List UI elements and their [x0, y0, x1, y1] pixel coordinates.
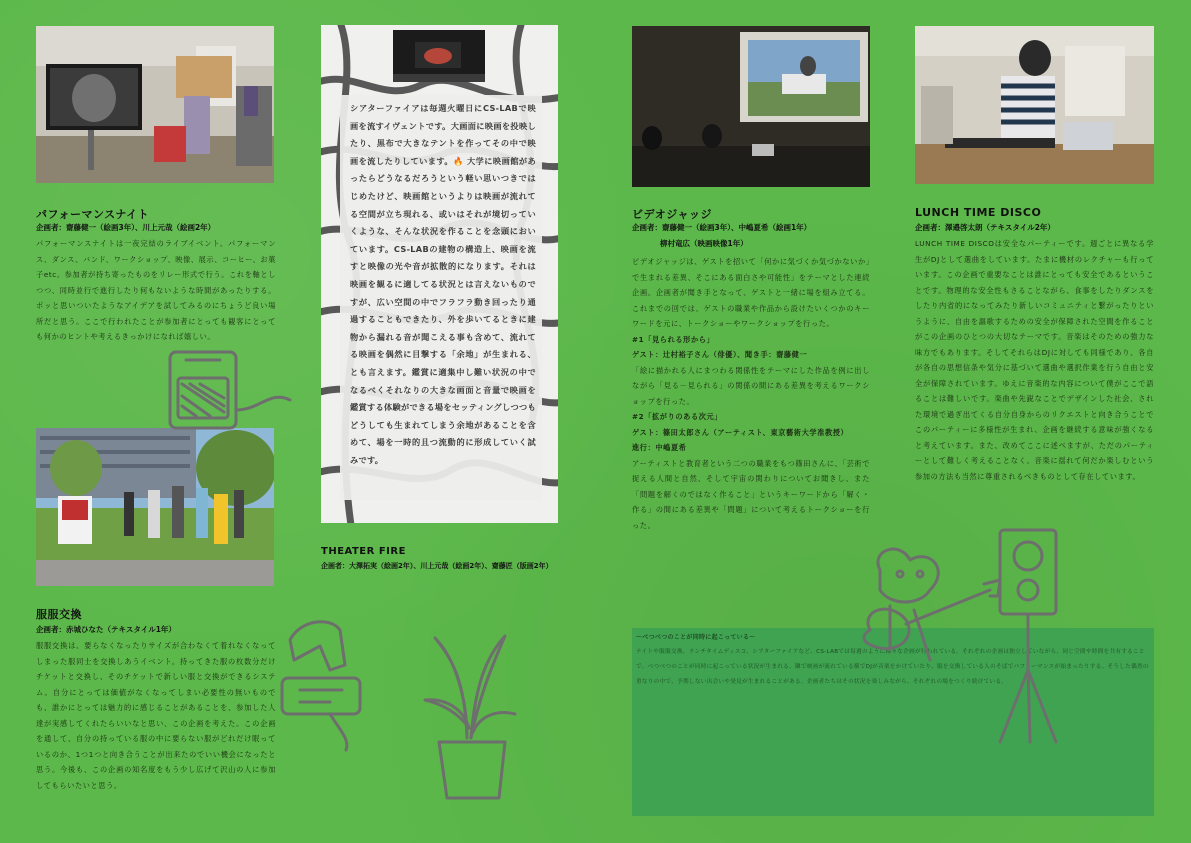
- clothes-photo: [36, 428, 274, 586]
- disco-title: LUNCH TIME DISCO: [915, 206, 1042, 219]
- video-title: ビデオジャッジ: [632, 208, 713, 221]
- performance-body: パフォーマンスナイトは一夜完結のライブイベント。パフォーマンス、ダンス、バンド、ワークショップ、映像、展示、コーヒー、お菓子etc。参加者が持ち寄ったものをリレー形式で行う。これを軸としつつ、同時並行で進行したり何もないような時間があったりする。ポッと思いついたようなアイデアを試してみるのにちょうど良い場所だと思う。ここで行われたことが参加者にとっても観客にとっても何かのヒントや考えるきっかけになれば嬉しい。: [36, 239, 276, 341]
- video-s2-guest: ゲスト：篠田太郎さん（アーティスト、東京藝術大学准教授）: [632, 427, 849, 437]
- performance-credit: 企画者：齋藤健一（絵画3年）、川上元哉（絵画2年）: [36, 223, 216, 232]
- radio-doodle-icon: [160, 340, 300, 440]
- note-body: ナイトや服服交換、ランチタイムディスコ、シアターファイアなど、CS-LABでは毎週のように様々な企画が行われている。それぞれの企画は独立していながら、同じ空間や時間を共有することで、べつべつのことが同時に起こっている状況が生まれる。隣で映画が流れている横でDJが音楽をかけていたり、服を交換している人のそばでパフォーマンスが始まったりする。そうした偶然の重なりの中で、予期しない出会いや発見が生まれることがある。企画者たちはその状況を楽しみながら、それぞれの場をつくり続けている。: [636, 649, 1149, 685]
- video-s1-body: 「絵に描かれる人にまつわる関係性をテーマにした作品を例に出しながら「見る－見られる」の関係の間にある差異を考えるワークショップを行った。: [632, 365, 870, 406]
- theater-body: シアターファイアは毎週火曜日にCS-LABで映画を流すイヴェントです。大画面に映画を投映したり、黒布で大きなテントを作ってその中で映画を流したりしています。🔥 大学に映画館があったらどうなるだろうという軽い思いつきではじめたけど、映画館というよりは映画が流れてる空間が立ち現れる、或いはそれが境切っていくような、そんな状況を作ることを念頭においています。CS-LABの建物の構造上、映画を流すと映像の光や音が拡散的になります。それは映画を観るに適してる状況とは言えないものですが、広い空間の中でフラフラ動き回ったり通過することもできたり、外を歩いてるときに建物から漏れる音が聞こえる事も含めて、流れてる映画を偶然に目撃する「余地」が生まれる、とも言えます。鑑賞に適集中し難い状況の中でなるべくそれなりの大きな画面と音量で映画を鑑賞する体験ができる場をセッティングしつつもどうしても生まれてしまう余地があることを含めて、場を一時的且つ流動的に形成していく試みです。: [350, 103, 536, 465]
- video-s1-head: #1「見られる形から」: [632, 334, 715, 344]
- video-s2-body: アーティストと教育者という二つの職業をもつ篠田さんに、「芸術で捉える人間と自然、そして宇宙の関わりについてお聞きし、また「問題を解くのではなく作ること」というキーワードから「解く・作る」の間にある差異や「問題」について考えるトークショーを行った。: [632, 458, 870, 530]
- video-s2-host: 進行：中嶋夏希: [632, 443, 687, 452]
- disco-photo: [915, 26, 1154, 184]
- guitar-player-doodle-icon: [850, 540, 1010, 680]
- plant-doodle-icon: [415, 618, 525, 803]
- theater-title: THEATER FIRE: [321, 546, 406, 557]
- video-credit-2: 柳村竜広（映画映像1年）: [660, 239, 748, 248]
- performance-title: パフォーマンスナイト: [36, 208, 150, 221]
- video-body: [632, 254, 870, 533]
- clothes-credit: 企画者：赤城ひなた（テキスタイル1年）: [36, 625, 176, 634]
- clothes-title: 服服交換: [36, 608, 82, 621]
- video-credit-1: 企画者：齋藤健一（絵画3年）、中嶋夏希（絵画1年）: [632, 223, 812, 232]
- theater-credit: 企画者：大澤拓実（絵画2年）、川上元哉（絵画2年）、齋藤匠（版画2年）: [321, 562, 553, 570]
- speaker-stand-doodle-icon: [990, 520, 1080, 750]
- theater-photo: [393, 30, 485, 82]
- clothes-body: 服服交換は、要らなくなったりサイズが合わなくて着れなくなってしまった服同士を交換しあうイベント。持ってきた服の枚数分だけチケットと交換し、そのチケットで新しい服と交換ができるシステム。自分にとっては価値がなくなってしまい必要性の無いものでも、誰かにとっては魅力的に感じることがあることを、参加した人達が実感してくれたらいいなと思い、この企画を考えた。この企画を通して、自分の持っている服の中に要らない服がどれだけ眠っているのか、1つ1つと向き合うことが出来たのでいい機会になったと思う。今後も、この企画の知名度をもう少し広げて沢山の人に参加してもらいたいと思う。: [36, 641, 276, 790]
- disco-body: LUNCH TIME DISCOは安全なパーティーです。週ごとに異なる学生がDJとして選曲をしています。たまに機材のレクチャーも行っています。この企画で重要なことは誰にとっても安全であるということです。物理的な安全性もさることながら、食事をしたりダンスをしたり内省的になってみたり新しいコミュニティと繋がったりというように、自由を謳歌するための安全が保障された空間を作ることがこの企画のひとつの大切なテーマです。音楽はそのための強力な味方でもあります。そしてそれらはDJに対しても同様であり、各自が各自の思想信条や気分に基づいて選曲や選択作業を行う自由と安全が保障されています。ゆえに音楽的な内容について僕がここで語ることは難しいです。楽曲や先鋭なことでデザインした社会、された環境で過ぎ出てくる自分自身からのリクエストと向き合うことでこのパーティーに多様性が生まれ、企画を継続する意味が強くなると考えています。また、改めてここに述べますが、ただのパーティーとして難しく考えることなく、音楽に揺れて何だか楽しむという参加の方法も当然に尊重されるべきものとして存在しています。: [915, 239, 1154, 481]
- performance-photo: [36, 26, 274, 183]
- video-s2-head: #2「拡がりのある次元」: [632, 412, 723, 421]
- video-s1-guest: ゲスト：辻村裕子さん（俳優）、聞き手：齋藤健一: [632, 350, 808, 359]
- video-photo: [632, 26, 870, 187]
- video-intro: ビデオジャッジは、ゲストを招いて「何かに気づくか気づかないか」で生まれる差異、そこにある面白さや可能性」をテーマとした連続企画。企画者が聞き手となって、ゲストと一緒に場を組み立てる。これまでの回では、ゲストの職業や作品から設けたいくつかのキーワードを元に、トークショーやワークショップを行った。: [632, 257, 870, 328]
- note-heading: 〜べつべつのことが同時に起こっている〜: [636, 634, 756, 641]
- disco-credit: 企画者：澤邉啓太朗（テキスタイル2年）: [915, 223, 1055, 232]
- sewing-machine-doodle-icon: [270, 610, 380, 760]
